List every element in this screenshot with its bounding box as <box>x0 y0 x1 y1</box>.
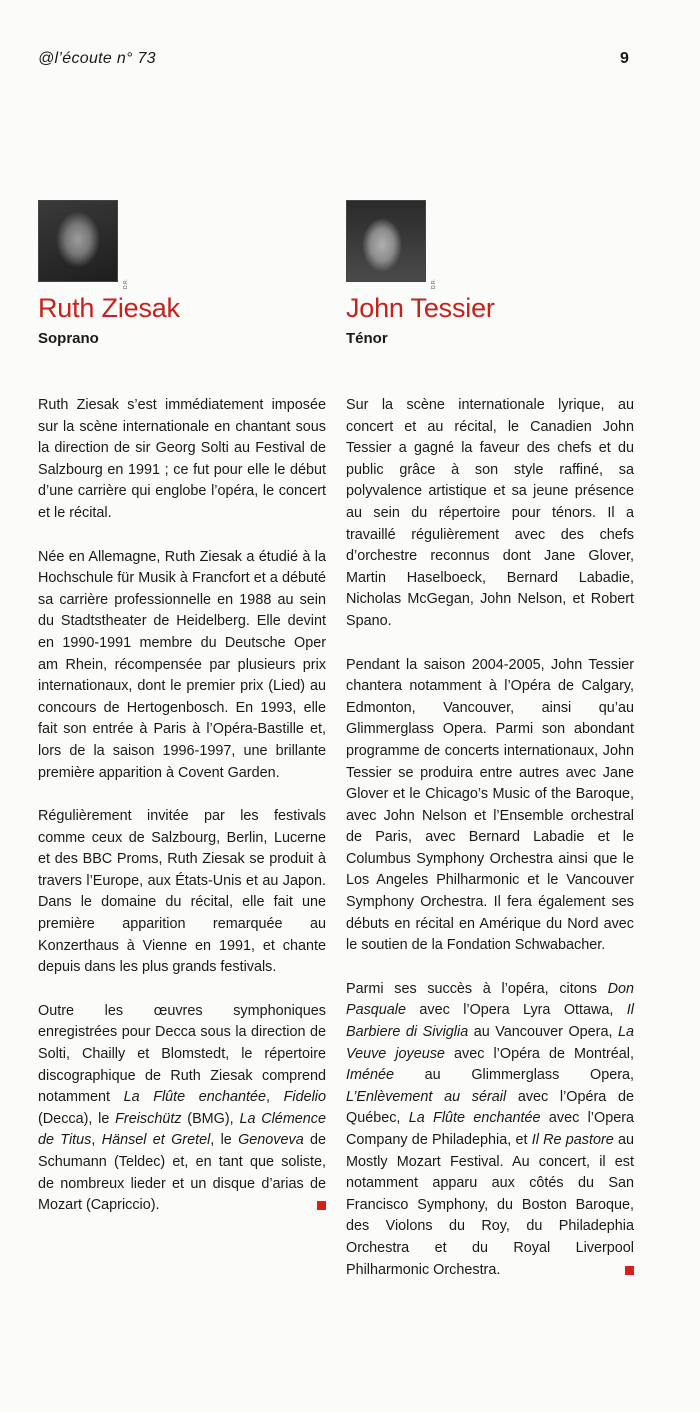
work-title: L’Enlèvement au sérail <box>346 1088 507 1105</box>
artist-card-ruth-ziesak <box>38 200 328 347</box>
text-run: au Mostly Mozart Festival. Au concert, il est notamment apparu aux côtés du San Francisco Symphony, du Boston Baroque, des Violons du Roy, du Philadephia Orchestra et du Royal Liverpool Philharmonic Orchestra. <box>346 1132 634 1278</box>
biography-john-tessier <box>346 395 634 1303</box>
bio-paragraph <box>38 1001 326 1217</box>
bio-paragraph <box>346 979 634 1281</box>
work-title: La Flûte enchantée <box>408 1110 541 1127</box>
portrait-photo-ruth-ziesak <box>38 200 129 289</box>
photo-credit: D.R. <box>431 279 437 289</box>
text-run: de Schumann (Teldec) et, en tant que soliste, de nombreux lieder et un disque d’arias de Mozart (Capriccio). <box>38 1132 327 1214</box>
text-run: avec l’Opéra de Québec, <box>346 1088 634 1127</box>
text-run: (Decca), le <box>38 1110 116 1127</box>
text-run: avec l’Opera Lyra Ottawa, <box>406 1002 627 1019</box>
text-run: avec l’Opera Company de Philadephia, et <box>346 1110 634 1148</box>
text-run: avec l’Opéra de Montréal, <box>444 1045 635 1062</box>
work-title: Iménée <box>346 1067 394 1084</box>
photo-credit: D.R. <box>123 279 129 289</box>
text-run: Outre les œuvres symphoniques enregistrées pour Decca sous la direction de Solti, Chailly et Blomstedt, le répertoire discographique de Ruth Ziesak comprend notamment <box>38 1002 326 1106</box>
text-run: , le <box>210 1132 239 1149</box>
work-title: Il Re pastore <box>531 1132 614 1148</box>
text-run: au Vancouver Opera, <box>468 1024 618 1041</box>
work-title: La Veuve joyeuse <box>346 1024 634 1062</box>
work-title: La Clémence de Titus <box>38 1110 327 1149</box>
work-title: Genoveva <box>238 1132 304 1149</box>
end-of-article-marker <box>317 1201 326 1210</box>
work-title: Hänsel et Gretel <box>101 1132 211 1149</box>
publication-title: @l’écoute n° 73 <box>38 50 156 67</box>
artist-role: Soprano <box>38 329 99 347</box>
text-run: , <box>91 1132 102 1149</box>
bio-paragraph: Ruth Ziesak s’est immédiatement imposée sur la scène internationale en chantant sous la direction de sir Georg Solti au Festival de Salzbourg en 1991 ; ce fut pour elle le début d’une carrière qui englobe l’opéra, le concert et le récital. <box>38 397 326 521</box>
bio-paragraph: Sur la scène internationale lyrique, au concert et au récital, le Canadien John Tessier a gagné la faveur des chefs et du public grâce à son style raffiné, sa polyvalence artistique et sa jeune présence au sein du répertoire pour ténors. Il a travaillé régulièrement avec des chefs d’orchestre reconnus dont Jane Glover, Martin Haselboeck, Bernard Labadie, Nicholas McGegan, John Nelson, et Robert Spano. <box>346 397 634 629</box>
text-run: au Glimmerglass Opera, <box>394 1067 634 1084</box>
artist-card-john-tessier <box>346 200 636 347</box>
text-run: (BMG), <box>181 1110 240 1127</box>
work-title: Fidelio <box>283 1089 326 1106</box>
work-title: Don Pasquale <box>346 980 634 1019</box>
bio-paragraph: Pendant la saison 2004-2005, John Tessier chantera notamment à l’Opéra de Calgary, Edmonton, Vancouver, ainsi qu’au Glimmerglass Opera. Parmi son abondant programme de concerts internationaux, John Tessier se produira entre autres avec Jane Glover et le Chicago’s Music of the Baroque, avec John Nelson et l’Ensemble orchestral de Paris, avec Bernard Labadie et le Columbus Symphony Orchestra ainsi que le Los Angeles Philharmonic et le Vancouver Symphony Orchestra. Il fera également ses débuts en récital en Amérique du Nord avec le soutien de la Fondation Schwabacher. <box>346 656 634 954</box>
text-run: , <box>266 1089 284 1106</box>
page-number: 9 <box>620 50 629 67</box>
text-run: Parmi ses succès à l’opéra, citons <box>346 980 608 997</box>
end-of-article-marker <box>625 1266 634 1275</box>
artist-name: John Tessier <box>346 293 495 323</box>
work-title: La Flûte enchantée <box>123 1089 266 1106</box>
bio-paragraph: Régulièrement invitée par les festivals comme ceux de Salzbourg, Berlin, Lucerne et des BBC Proms, Ruth Ziesak se produit à travers l’Europe, aux États-Unis et au Japon. Dans le domaine du récital, elle fait une première apparition remarquée au Konzerthaus à Vienne en 1991, et chante depuis dans les plus grands festivals. <box>38 808 326 976</box>
portrait-photo-john-tessier <box>346 200 437 289</box>
artist-role: Ténor <box>346 329 388 347</box>
artist-name: Ruth Ziesak <box>38 293 180 323</box>
work-title: Il Barbiere di Siviglia <box>346 1002 634 1041</box>
work-title: Freischütz <box>115 1110 182 1127</box>
biography-ruth-ziesak <box>38 395 326 1239</box>
bio-paragraph: Née en Allemagne, Ruth Ziesak a étudié à la Hochschule für Musik à Francfort et a débuté sa carrière professionnelle en 1988 au sein du Stadtstheater de Heidelberg. Elle devint en 1990-1991 membre du Deutsche Oper am Rhein, récompensée par plusieurs prix internationaux, dont le premier prix (Lied) au concours de Hertogenbosch. En 1993, elle fait son entrée à Paris à l’Opéra-Bastille et, lors de la saison 1996-1997, une brillante première apparition à Covent Garden. <box>38 548 326 781</box>
